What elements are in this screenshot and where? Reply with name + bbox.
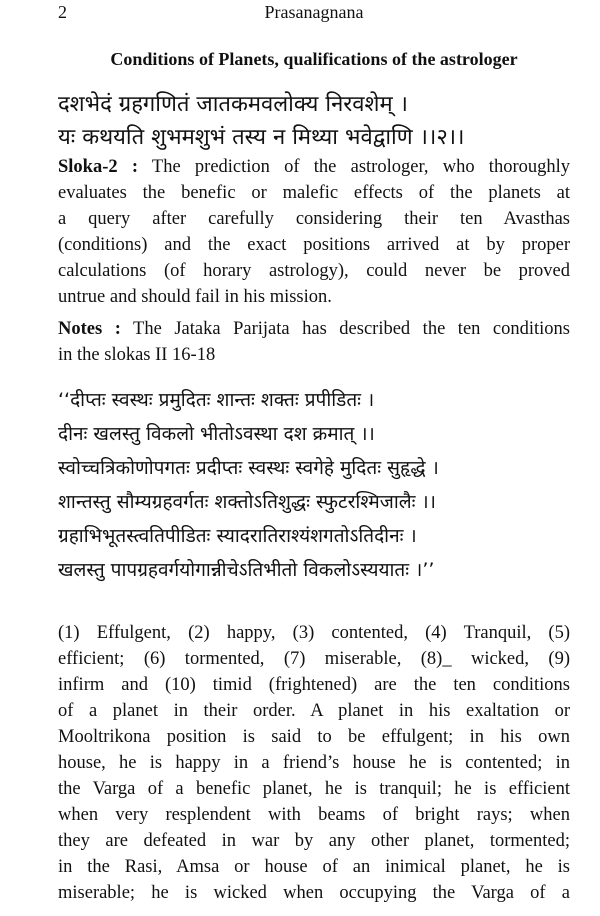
sloka-label: Sloka-2 : — [58, 157, 139, 177]
quote-verse-line: स्वोच्चत्रिकोणोपगतः प्रदीप्तः स्वस्थः स्वगेहे मुदितः सुहृद्धे । — [58, 457, 439, 479]
paragraph-line: Mooltrikona position is said to be effulgent; in his own — [58, 727, 570, 747]
sloka-text-line: evaluates the benefic or malefic effects of the planets at — [58, 183, 570, 203]
section-title: Conditions of Planets, qualifications of the astrologer — [110, 49, 518, 69]
paragraph-line: the Varga of a benefic planet, he is tranquil; he is efficient — [58, 779, 570, 799]
sloka-verse-line: यः कथयति शुभमशुभं तस्य न मिथ्या भवेद्वाणि ।।२।। — [58, 125, 465, 150]
paragraph-line: in the Rasi, Amsa or house of an inimical planet, he is — [58, 857, 570, 877]
page-number: 2 — [58, 2, 67, 22]
quote-verse-line: ‘‘दीप्तः स्वस्थः प्रमुदितः शान्तः शक्तः प्रपीडितः । — [58, 389, 375, 411]
sloka-text-line: calculations (of horary astrology), could never be proved — [58, 261, 570, 281]
paragraph-line: they are defeated in war by any other planet, tormented; — [58, 831, 570, 851]
quote-verse-line: शान्तस्तु सौम्यग्रहवर्गतः शक्तोऽतिशुद्धः स्फुटरश्मिजालैः ।। — [58, 491, 436, 513]
sloka-verse-line: दशभेदं ग्रहगणितं जातकमवलोक्य निरवशेम् । — [58, 92, 408, 117]
notes-label: Notes : — [58, 319, 121, 339]
quote-verse-line: दीनः खलस्तु विकलो भीतोऽवस्था दश क्रमात् ।। — [58, 423, 375, 445]
paragraph-line: when very resplendent with beams of bright rays; when — [58, 805, 570, 825]
sloka-text-line: untrue and should fail in his mission. — [58, 287, 332, 307]
notes-line: Notes : The Jataka Parijata has described the ten conditions — [58, 319, 571, 339]
paragraph-line: (1) Effulgent, (2) happy, (3) contented, (4) Tranquil, (5) — [58, 623, 570, 643]
paragraph-line: miserable; he is wicked when occupying the Varga of a — [58, 883, 570, 903]
sloka-text-line: (conditions) and the exact positions arrived at by proper — [58, 235, 570, 255]
running-head: Prasanagnana — [264, 2, 364, 22]
paragraph-line: of a planet in their order. A planet in his exaltation or — [58, 701, 570, 721]
page-header — [58, 2, 570, 23]
quote-verse-line: खलस्तु पापग्रहवर्गयोगान्नीचेऽतिभीतो विकलोऽस्ययातः ।’’ — [58, 559, 435, 581]
quote-verse-line: ग्रहाभिभूतस्त्वतिपीडितः स्यादरातिराश्यंशगतोऽतिदीनः । — [58, 525, 417, 547]
paragraph-line: house, he is happy in a friend’s house he is contented; in — [58, 753, 570, 773]
notes-line: in the slokas II 16-18 — [58, 345, 216, 365]
paragraph-line: efficient; (6) tormented, (7) miserable, (8)_ wicked, (9) — [58, 649, 570, 669]
paragraph-line: infirm and (10) timid (frightened) are the ten conditions — [58, 675, 570, 695]
sloka-text-line: Sloka-2 : The prediction of the astrologer, who thoroughly — [58, 157, 570, 177]
sloka-text-line: a query after carefully considering their ten Avasthas — [58, 209, 570, 229]
